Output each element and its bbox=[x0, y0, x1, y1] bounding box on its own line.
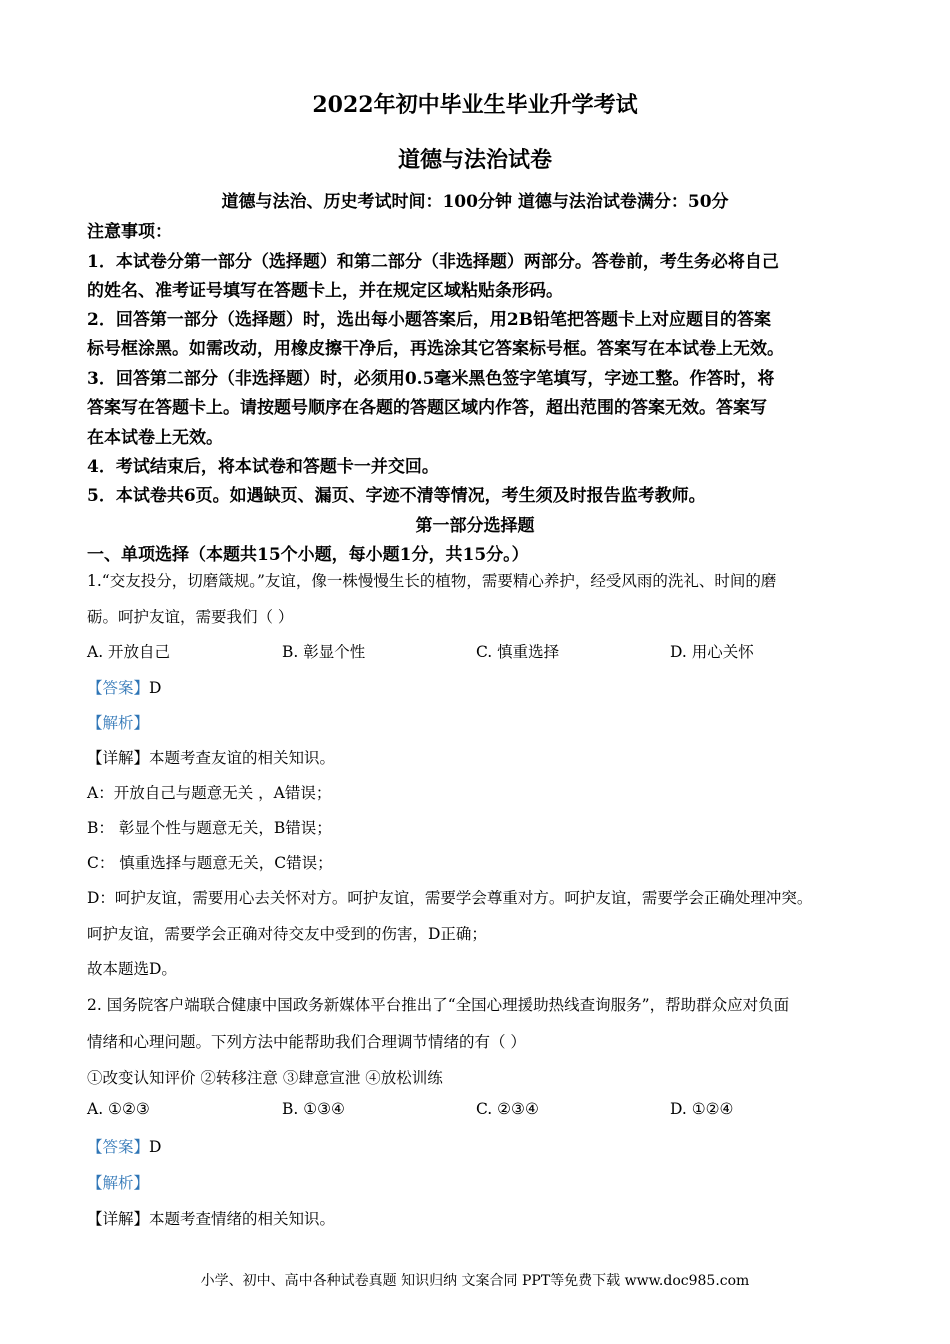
notice-line: 1．本试卷分第一部分（选择题）和第二部分（非选择题）两部分。答卷前，考生务必将自己 bbox=[87, 252, 779, 272]
question-1-option-b: B. 彰显个性 bbox=[282, 643, 366, 661]
question-1-stem: 1.“交友投分，切磨箴规。”友谊，像一株慢慢生长的植物，需要精心养护，经受风雨的洗礼、时间的磨 bbox=[87, 572, 777, 590]
section-heading: 一、单项选择（本题共15个小题，每小题1分，共15分。） bbox=[87, 545, 529, 565]
notice-line: 答案写在答题卡上。请按题号顺序在各题的答题区域内作答，超出范围的答案无效。答案写 bbox=[87, 398, 767, 418]
question-1-detail bbox=[87, 746, 335, 768]
detail-text: 本题考查情绪的相关知识。 bbox=[149, 1210, 336, 1228]
detail-tag: 【详解】 bbox=[87, 1210, 150, 1228]
question-1-option-c: C. 慎重选择 bbox=[476, 643, 560, 661]
question-2-option-b: B. ①③④ bbox=[282, 1100, 345, 1118]
exam-subtitle: 道德与法治试卷 bbox=[397, 147, 552, 173]
notice-line: 2．回答第一部分（选择题）时，选出每小题答案后，用2B铅笔把答题卡上对应题目的答案 bbox=[87, 310, 772, 330]
question-2-option-a: A. ①②③ bbox=[87, 1100, 150, 1118]
exam-title: 2022年初中毕业生毕业升学考试 bbox=[312, 92, 638, 118]
question-2-option-d: D. ①②④ bbox=[670, 1100, 734, 1118]
part-heading: 第一部分选择题 bbox=[415, 516, 535, 536]
notice-line: 3．回答第二部分（非选择题）时，必须用0.5毫米黑色签字笔填写，字迹工整。作答时，将 bbox=[87, 369, 775, 389]
notice-line: 在本试卷上无效。 bbox=[87, 428, 223, 448]
notice-line: 标号框涂黑。如需改动，用橡皮擦干净后，再选涂其它答案标号框。答案写在本试卷上无效。 bbox=[87, 339, 784, 359]
notice-heading: 注意事项： bbox=[87, 222, 172, 242]
question-1-detail-line: A：开放自己与题意无关 ，A错误； bbox=[87, 784, 332, 802]
question-2-analysis-tag: 【解析】 bbox=[87, 1174, 150, 1192]
detail-tag: 【详解】 bbox=[87, 749, 150, 767]
detail-text: 本题考查友谊的相关知识。 bbox=[149, 749, 336, 767]
answer-value: D bbox=[149, 679, 162, 697]
question-1-option-a: A. 开放自己 bbox=[87, 643, 171, 661]
question-1-detail-line: 故本题选D。 bbox=[87, 960, 177, 978]
notice-line: 4．考试结束后，将本试卷和答题卡一并交回。 bbox=[87, 457, 439, 477]
question-1-stem: 砺。呵护友谊，需要我们（ ） bbox=[87, 608, 294, 626]
question-1-detail-line: C： 慎重选择与题意无关，C错误； bbox=[87, 854, 333, 872]
question-2-option-c: C. ②③④ bbox=[476, 1100, 539, 1118]
question-1-option-d: D. 用心关怀 bbox=[670, 643, 754, 661]
question-2-answer bbox=[87, 1135, 161, 1157]
answer-value: D bbox=[149, 1138, 162, 1156]
question-1-detail-line: 呵护友谊，需要学会正确对待交友中受到的伤害，D正确； bbox=[87, 925, 487, 943]
exam-info: 道德与法治、历史考试时间：100分钟 道德与法治试卷满分：50分 bbox=[221, 192, 729, 212]
answer-tag: 【答案】 bbox=[87, 1138, 150, 1156]
question-1-analysis-tag: 【解析】 bbox=[87, 714, 150, 732]
question-1-detail-line: B： 彰显个性与题意无关，B错误； bbox=[87, 819, 332, 837]
question-1-detail-line: D：呵护友谊，需要用心去关怀对方。呵护友谊，需要学会尊重对方。呵护友谊，需要学会正确处理冲突。 bbox=[87, 889, 813, 907]
question-2-stem: 2. 国务院客户端联合健康中国政务新媒体平台推出了“全国心理援助热线查询服务”，帮助群众应对负面 bbox=[87, 996, 790, 1014]
question-1-answer bbox=[87, 676, 161, 698]
notice-line: 5．本试卷共6页。如遇缺页、漏页、字迹不清等情况，考生须及时报告监考教师。 bbox=[87, 486, 706, 506]
question-2-detail bbox=[87, 1207, 335, 1229]
question-2-choices: ①改变认知评价 ②转移注意 ③肆意宣泄 ④放松训练 bbox=[87, 1069, 443, 1087]
notice-line: 的姓名、准考证号填写在答题卡上，并在规定区域粘贴条形码。 bbox=[87, 281, 563, 301]
page-footer: 小学、初中、高中各种试卷真题 知识归纳 文案合同 PPT等免费下载 www.doc985.com bbox=[200, 1273, 750, 1289]
question-2-stem: 情绪和心理问题。下列方法中能帮助我们合理调节情绪的有（ ） bbox=[87, 1033, 526, 1051]
answer-tag: 【答案】 bbox=[87, 679, 150, 697]
